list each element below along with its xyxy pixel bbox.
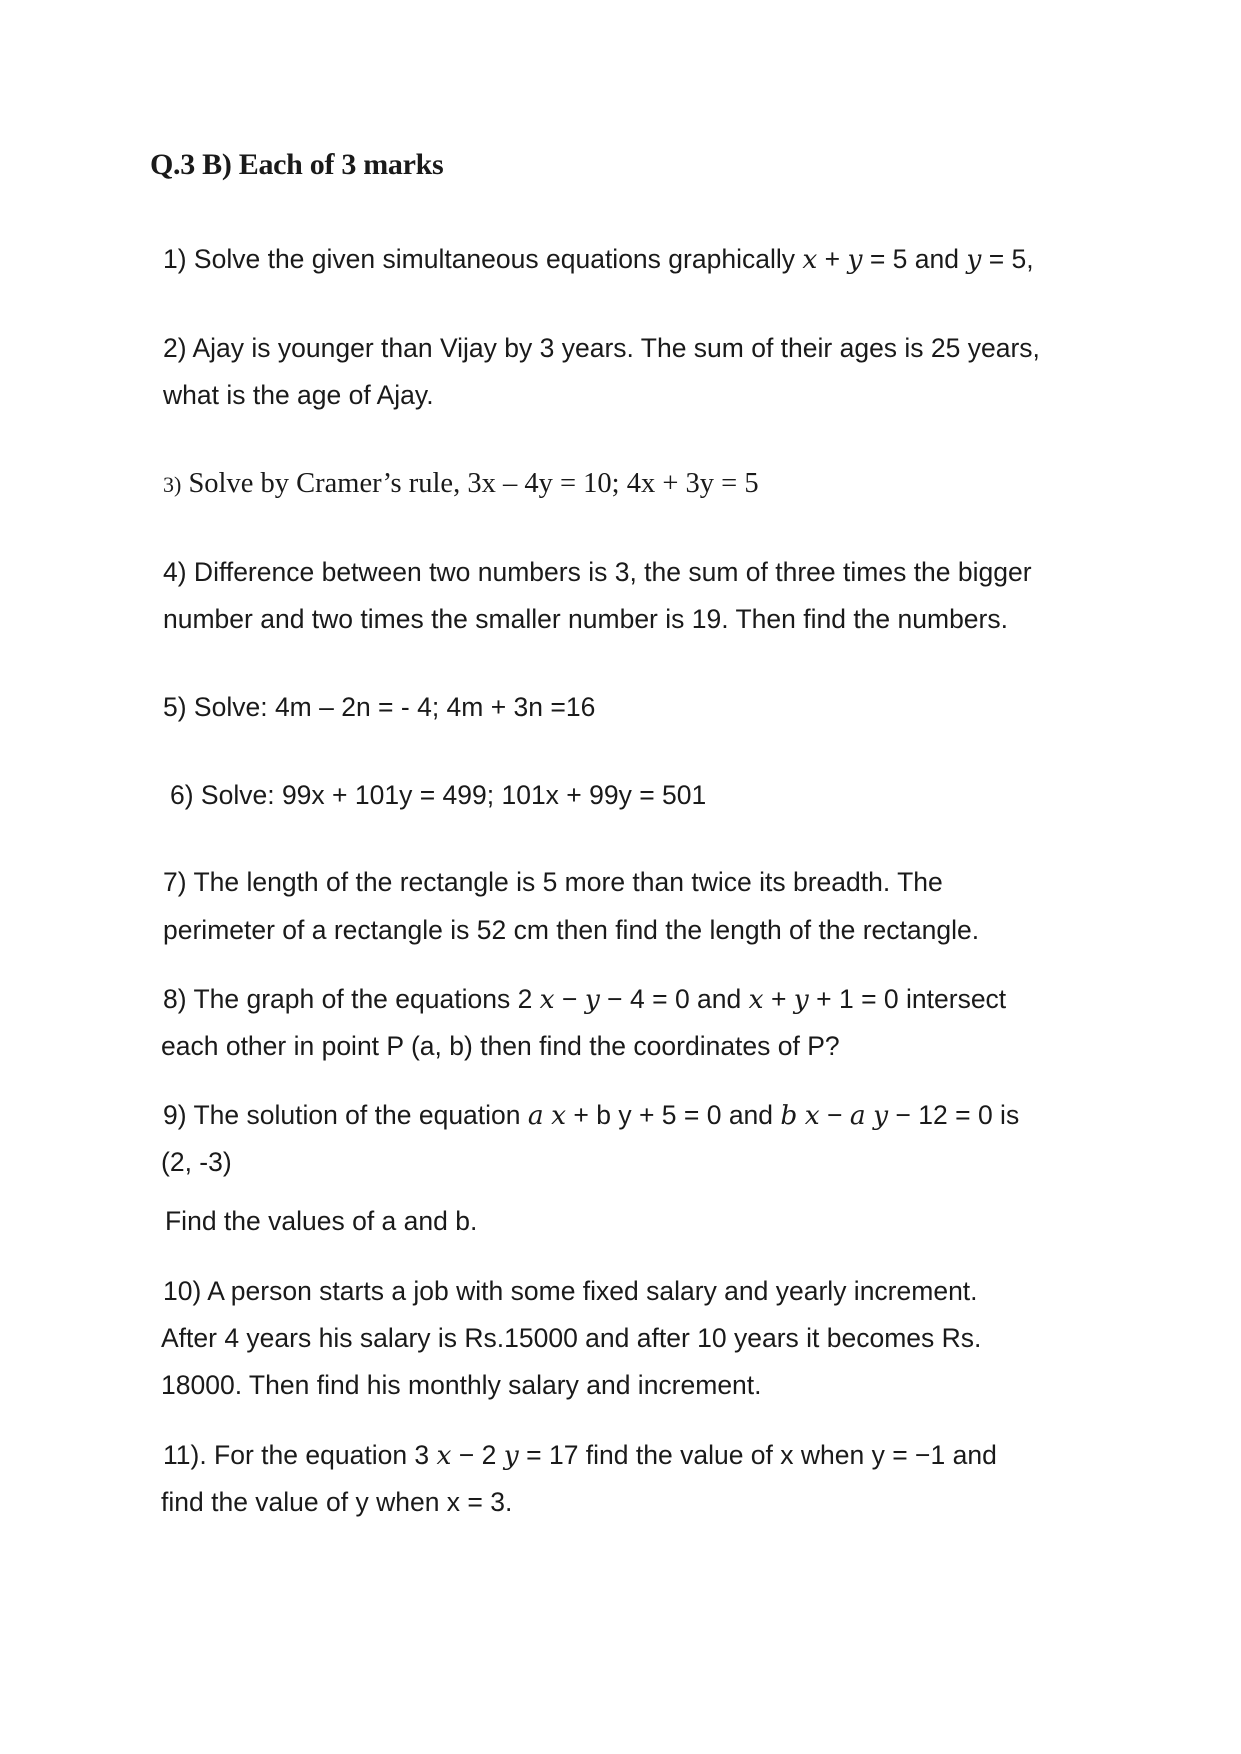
question-4-line-2: number and two times the smaller number is 19. Then find the numbers. xyxy=(163,604,1008,634)
question-4-line-1: 4) Difference between two numbers is 3, the sum of three times the bigger xyxy=(163,557,1032,587)
section-heading: Q.3 B) Each of 3 marks xyxy=(150,148,444,181)
question-10-line-2: After 4 years his salary is Rs.15000 and after 10 years it becomes Rs. xyxy=(161,1323,982,1353)
question-3: 3) Solve by Cramer’s rule, 3x – 4y = 10; 4x + 3y = 5 xyxy=(163,468,759,499)
question-9-line-2: (2, -3) xyxy=(161,1147,232,1177)
question-2-line-2: what is the age of Ajay. xyxy=(163,380,434,410)
question-9-line-3: Find the values of a and b. xyxy=(165,1206,478,1236)
question-7-line-1: 7) The length of the rectangle is 5 more than twice its breadth. The xyxy=(163,867,943,897)
question-8-line-1: 8) The graph of the equations 2 x − y − 4 = 0 and x + y + 1 = 0 intersect xyxy=(163,984,1007,1015)
question-9-line-1: 9) The solution of the equation a x + b y + 5 = 0 and b x − a y − 12 = 0 is xyxy=(163,1100,1020,1131)
question-8-line-2: each other in point P (a, b) then find the coordinates of P? xyxy=(161,1031,840,1061)
question-7-line-2: perimeter of a rectangle is 52 cm then find the length of the rectangle. xyxy=(163,915,980,945)
question-6: 6) Solve: 99x + 101y = 499; 101x + 99y = 501 xyxy=(170,780,707,810)
question-11-line-2: find the value of y when x = 3. xyxy=(161,1487,513,1517)
question-10-line-3: 18000. Then find his monthly salary and increment. xyxy=(161,1370,762,1400)
question-2-line-1: 2) Ajay is younger than Vijay by 3 years. The sum of their ages is 25 years, xyxy=(163,333,1040,363)
question-1: 1) Solve the given simultaneous equations graphically x + y = 5 and y = 5, xyxy=(163,244,1034,275)
question-11-line-1: 11). For the equation 3 x − 2 y = 17 find the value of x when y = −1 and xyxy=(163,1440,997,1471)
question-5: 5) Solve: 4m – 2n = - 4; 4m + 3n =16 xyxy=(163,692,596,722)
question-10-line-1: 10) A person starts a job with some fixed salary and yearly increment. xyxy=(163,1276,978,1306)
